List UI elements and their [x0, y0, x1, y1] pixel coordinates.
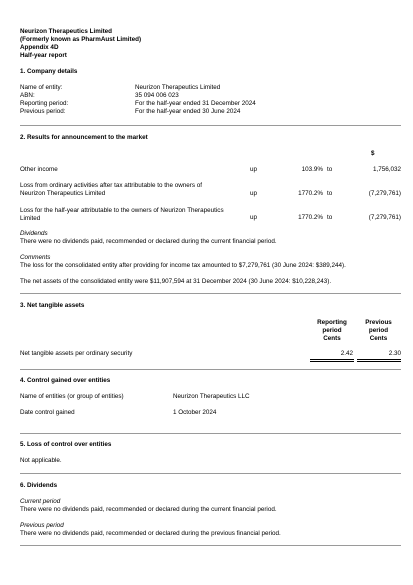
reporting-period-header-line1: Reporting	[317, 319, 347, 326]
loss-ordinary-to: to	[327, 190, 333, 197]
report-type-title: Half-year report	[20, 52, 67, 59]
current-period-text: There were no dividends paid, recommended or declared during the current financial period.	[20, 506, 277, 513]
previous-period-value: For the half-year ended 30 June 2024	[135, 108, 241, 115]
reporting-period-header-line2: period	[322, 327, 342, 334]
section-heading-results: 2. Results for announcement to the market	[20, 134, 148, 141]
previous-period-subheading: Previous period	[20, 522, 64, 529]
previous-period-text: There were no dividends paid, recommended or declared during the previous financial period.	[20, 530, 281, 537]
current-period-subheading: Current period	[20, 498, 61, 505]
comments-net-assets-text: The net assets of the consolidated entity were $11,907,594 at 31 December 2024 (30 June 2024: $10,228,243).	[20, 278, 332, 285]
reporting-period-header-line3: Cents	[323, 335, 341, 342]
previous-period-header-line3: Cents	[369, 335, 388, 342]
nta-previous-value: 2.30	[388, 350, 401, 357]
section-heading-company-details: 1. Company details	[20, 68, 78, 75]
reporting-period-label: Reporting period:	[20, 100, 69, 107]
loss-half-year-direction: up	[250, 214, 258, 221]
loss-half-year-to: to	[327, 214, 333, 221]
currency-column-header: $	[371, 150, 375, 157]
abn-value: 35 094 006 023	[135, 92, 179, 99]
divider	[20, 473, 401, 474]
divider	[20, 369, 401, 370]
reporting-period-value: For the half-year ended 31 December 2024	[135, 100, 256, 107]
other-income-percent: 103.9%	[301, 166, 323, 173]
underline	[310, 361, 354, 362]
loss-control-text: Not applicable.	[20, 457, 62, 464]
section-heading-dividends: 6. Dividends	[20, 482, 58, 489]
entities-name-value: Neurizon Therapeutics LLC	[173, 393, 250, 400]
underline	[357, 361, 401, 362]
loss-half-year-percent: 1770.2%	[298, 214, 323, 221]
previous-period-label: Previous period:	[20, 108, 66, 115]
other-income-amount: 1,756,032	[372, 166, 401, 173]
loss-half-year-amount: (7,279,761)	[368, 214, 401, 221]
divider	[20, 433, 401, 434]
entities-name-label: Name of entities (or group of entities)	[20, 393, 124, 400]
comments-loss-text: The loss for the consolidated entity after providing for income tax amounted to $7,279,761 (30 June 2024: $389,244).	[20, 262, 346, 269]
loss-ordinary-direction: up	[250, 190, 258, 197]
section-heading-loss-control: 5. Loss of control over entities	[20, 441, 112, 448]
loss-ordinary-label-line1: Loss from ordinary activities after tax attributable to the owners of	[20, 182, 202, 189]
nta-label: Net tangible assets per ordinary security	[20, 350, 133, 357]
date-control-label: Date control gained	[20, 409, 75, 416]
section-heading-nta: 3. Net tangible assets	[20, 302, 85, 309]
entity-name-label: Name of entity:	[20, 84, 63, 91]
divider	[20, 545, 401, 546]
other-income-to: to	[327, 166, 333, 173]
comments-subheading: Comments	[20, 254, 51, 261]
appendix-title: Appendix 4D	[20, 44, 59, 51]
divider	[20, 293, 401, 294]
date-control-value: 1 October 2024	[173, 409, 217, 416]
company-name-title: Neurizon Therapeutics Limited	[20, 28, 113, 35]
divider	[20, 125, 401, 126]
loss-half-year-label-line1: Loss for the half-year attributable to the owners of Neurizon Therapeutics	[20, 207, 224, 214]
previous-period-header-line1: Previous	[365, 319, 392, 326]
dividends-text: There were no dividends paid, recommended or declared during the current financial period.	[20, 238, 277, 245]
loss-ordinary-percent: 1770.2%	[298, 190, 323, 197]
underline	[357, 359, 401, 360]
abn-label: ABN:	[20, 92, 35, 99]
other-income-direction: up	[250, 166, 258, 173]
loss-ordinary-label-line2: Neurizon Therapeutics Limited	[20, 190, 106, 197]
former-name-title: (Formerly known as PharmAust Limited)	[20, 36, 142, 43]
loss-ordinary-amount: (7,279,761)	[368, 190, 401, 197]
nta-reporting-value: 2.42	[340, 350, 353, 357]
dividends-subheading: Dividends	[20, 230, 48, 237]
underline	[310, 359, 354, 360]
entity-name-value: Neurizon Therapeutics Limited	[135, 84, 221, 91]
section-heading-control-gained: 4. Control gained over entities	[20, 377, 111, 384]
previous-period-header-line2: period	[368, 327, 389, 334]
loss-half-year-label-line2: Limited	[20, 215, 41, 222]
other-income-label: Other income	[20, 166, 58, 173]
